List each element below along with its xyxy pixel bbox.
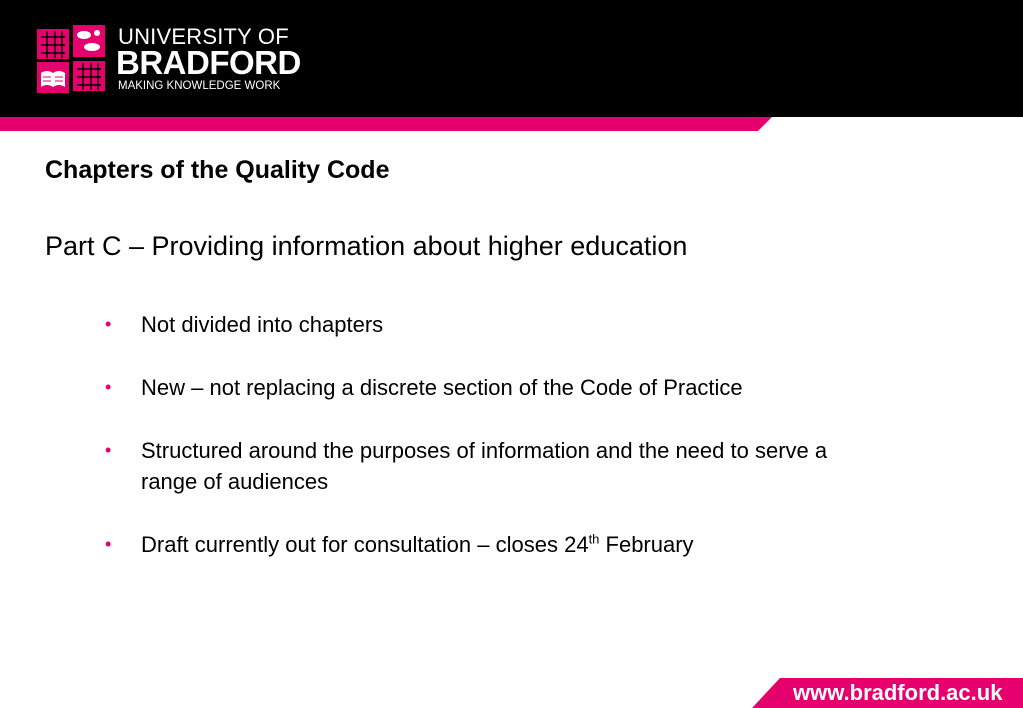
bullet-item	[105, 529, 885, 560]
university-crest-icon	[37, 25, 107, 93]
brand-wordmark-line1: UNIVERSITY OF	[118, 24, 289, 49]
bullet-list	[105, 309, 885, 592]
header-accent-stripe	[0, 117, 1023, 131]
bullet-text: Not divided into chapters	[141, 312, 384, 337]
bullet-item	[105, 372, 885, 403]
bullet-text: Structured around the purposes of information and the need to serve a range of audiences	[141, 438, 828, 494]
slide-subtitle: Part C – Providing information about higher education	[45, 231, 688, 261]
footer-website-link[interactable]: www.bradford.ac.uk	[793, 680, 1003, 705]
bullet-item	[105, 309, 885, 340]
bullet-icon: •	[105, 314, 112, 334]
bullet-icon: •	[105, 534, 112, 554]
bullet-text-after: February	[599, 532, 694, 557]
bullet-text: New – not replacing a discrete section of the Code of Practice	[141, 375, 743, 400]
bullet-icon: •	[105, 377, 112, 397]
bullet-icon: •	[105, 440, 112, 460]
bullet-superscript: th	[588, 531, 600, 547]
brand-wordmark-line2: BRADFORD	[116, 44, 301, 81]
bullet-text: Draft currently out for consultation – closes 24	[141, 532, 589, 557]
bullet-item	[105, 435, 885, 497]
slide-title: Chapters of the Quality Code	[45, 156, 390, 184]
brand-tagline: MAKING KNOWLEDGE WORK	[118, 80, 281, 92]
